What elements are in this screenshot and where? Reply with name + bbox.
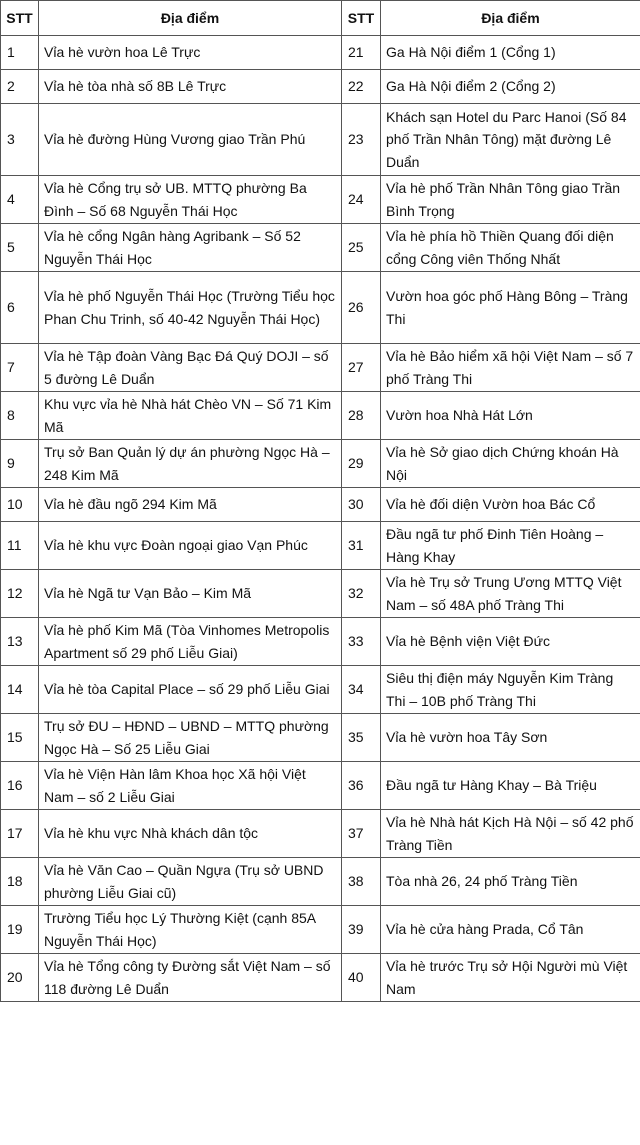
- row-location-right: Đầu ngã tư Hàng Khay – Bà Triệu: [381, 762, 640, 810]
- row-stt-left: 18: [1, 858, 39, 906]
- header-stt-left: STT: [1, 1, 39, 36]
- row-location-left: Vỉa hè đường Hùng Vương giao Trần Phú: [39, 104, 342, 176]
- table-row: [1, 224, 640, 272]
- table-row: [1, 70, 640, 104]
- row-location-left: Trụ sở ĐU – HĐND – UBND – MTTQ phường Ngọc Hà – Số 25 Liễu Giai: [39, 714, 342, 762]
- row-location-right: Vỉa hè Nhà hát Kịch Hà Nội – số 42 phố Tràng Tiền: [381, 810, 640, 858]
- header-location-left: Địa điểm: [39, 1, 342, 36]
- row-location-right: Vỉa hè cửa hàng Prada, Cổ Tân: [381, 906, 640, 954]
- table-row: [1, 392, 640, 440]
- row-location-left: Vỉa hè Ngã tư Vạn Bảo – Kim Mã: [39, 570, 342, 618]
- row-stt-left: 4: [1, 176, 39, 224]
- row-location-left: Vỉa hè phố Nguyễn Thái Học (Trường Tiểu học Phan Chu Trinh, số 40-42 Nguyễn Thái Học): [39, 272, 342, 344]
- table-row: [1, 440, 640, 488]
- row-location-left: Vỉa hè khu vực Nhà khách dân tộc: [39, 810, 342, 858]
- row-stt-right: 29: [342, 440, 381, 488]
- row-location-right: Vỉa hè Trụ sở Trung Ương MTTQ Việt Nam – số 48A phố Tràng Thi: [381, 570, 640, 618]
- table-row: [1, 810, 640, 858]
- header-stt-right: STT: [342, 1, 381, 36]
- row-stt-right: 26: [342, 272, 381, 344]
- row-stt-right: 38: [342, 858, 381, 906]
- row-location-left: Trường Tiểu học Lý Thường Kiệt (cạnh 85A Nguyễn Thái Học): [39, 906, 342, 954]
- row-stt-left: 5: [1, 224, 39, 272]
- row-stt-left: 3: [1, 104, 39, 176]
- row-stt-right: 34: [342, 666, 381, 714]
- row-location-right: Đầu ngã tư phố Đinh Tiên Hoàng – Hàng Khay: [381, 522, 640, 570]
- row-location-right: Tòa nhà 26, 24 phố Tràng Tiền: [381, 858, 640, 906]
- row-location-left: Vỉa hè cổng Ngân hàng Agribank – Số 52 Nguyễn Thái Học: [39, 224, 342, 272]
- row-stt-right: 24: [342, 176, 381, 224]
- row-stt-left: 7: [1, 344, 39, 392]
- row-stt-left: 15: [1, 714, 39, 762]
- row-stt-right: 40: [342, 954, 381, 1002]
- table-row: [1, 666, 640, 714]
- table-row: [1, 522, 640, 570]
- table-row: [1, 858, 640, 906]
- row-location-right: Siêu thị điện máy Nguyễn Kim Tràng Thi – 10B phố Tràng Thi: [381, 666, 640, 714]
- row-location-right: Vỉa hè Sở giao dịch Chứng khoán Hà Nội: [381, 440, 640, 488]
- row-stt-right: 35: [342, 714, 381, 762]
- row-stt-right: 30: [342, 488, 381, 522]
- row-location-left: Vỉa hè đầu ngõ 294 Kim Mã: [39, 488, 342, 522]
- row-location-left: Vỉa hè Tập đoàn Vàng Bạc Đá Quý DOJI – số 5 đường Lê Duẩn: [39, 344, 342, 392]
- table-row: [1, 36, 640, 70]
- row-location-right: Vỉa hè đối diện Vườn hoa Bác Cổ: [381, 488, 640, 522]
- row-location-left: Vỉa hè tòa nhà số 8B Lê Trực: [39, 70, 342, 104]
- table-row: [1, 488, 640, 522]
- table-row: [1, 906, 640, 954]
- row-stt-right: 33: [342, 618, 381, 666]
- row-stt-right: 39: [342, 906, 381, 954]
- row-location-left: Vỉa hè Viện Hàn lâm Khoa học Xã hội Việt Nam – số 2 Liễu Giai: [39, 762, 342, 810]
- row-location-left: Vỉa hè Cổng trụ sở UB. MTTQ phường Ba Đình – Số 68 Nguyễn Thái Học: [39, 176, 342, 224]
- row-location-left: Vỉa hè tòa Capital Place – số 29 phố Liễu Giai: [39, 666, 342, 714]
- table-row: [1, 762, 640, 810]
- row-stt-left: 2: [1, 70, 39, 104]
- row-stt-left: 16: [1, 762, 39, 810]
- row-stt-left: 19: [1, 906, 39, 954]
- row-location-right: Vườn hoa Nhà Hát Lớn: [381, 392, 640, 440]
- row-stt-right: 32: [342, 570, 381, 618]
- row-location-right: Vỉa hè Bảo hiểm xã hội Việt Nam – số 7 phố Tràng Thi: [381, 344, 640, 392]
- table-row: [1, 714, 640, 762]
- table-row: [1, 344, 640, 392]
- row-location-right: Vườn hoa góc phố Hàng Bông – Tràng Thi: [381, 272, 640, 344]
- row-stt-left: 20: [1, 954, 39, 1002]
- row-location-right: Vỉa hè trước Trụ sở Hội Người mù Việt Nam: [381, 954, 640, 1002]
- row-location-right: Vỉa hè phía hồ Thiền Quang đối diện cổng Công viên Thống Nhất: [381, 224, 640, 272]
- row-stt-right: 28: [342, 392, 381, 440]
- row-location-left: Khu vực vỉa hè Nhà hát Chèo VN – Số 71 Kim Mã: [39, 392, 342, 440]
- row-stt-right: 27: [342, 344, 381, 392]
- row-location-left: Trụ sở Ban Quản lý dự án phường Ngọc Hà – 248 Kim Mã: [39, 440, 342, 488]
- row-stt-left: 1: [1, 36, 39, 70]
- table-row: [1, 272, 640, 344]
- row-location-left: Vỉa hè Văn Cao – Quần Ngựa (Trụ sở UBND phường Liễu Giai cũ): [39, 858, 342, 906]
- row-location-right: Ga Hà Nội điểm 2 (Cổng 2): [381, 70, 640, 104]
- header-location-right: Địa điểm: [381, 1, 640, 36]
- table-row: [1, 104, 640, 176]
- row-stt-left: 9: [1, 440, 39, 488]
- row-stt-left: 11: [1, 522, 39, 570]
- table-row: [1, 954, 640, 1002]
- row-location-right: Ga Hà Nội điểm 1 (Cổng 1): [381, 36, 640, 70]
- row-location-left: Vỉa hè khu vực Đoàn ngoại giao Vạn Phúc: [39, 522, 342, 570]
- row-stt-left: 8: [1, 392, 39, 440]
- row-stt-right: 37: [342, 810, 381, 858]
- row-stt-right: 36: [342, 762, 381, 810]
- table-row: [1, 618, 640, 666]
- row-stt-left: 14: [1, 666, 39, 714]
- row-location-right: Vỉa hè Bệnh viện Việt Đức: [381, 618, 640, 666]
- row-location-right: Vỉa hè vườn hoa Tây Sơn: [381, 714, 640, 762]
- table-row: [1, 570, 640, 618]
- row-stt-left: 12: [1, 570, 39, 618]
- row-stt-right: 22: [342, 70, 381, 104]
- row-stt-right: 31: [342, 522, 381, 570]
- row-stt-left: 13: [1, 618, 39, 666]
- row-location-left: Vỉa hè vườn hoa Lê Trực: [39, 36, 342, 70]
- row-stt-right: 23: [342, 104, 381, 176]
- row-location-left: Vỉa hè phố Kim Mã (Tòa Vinhomes Metropolis Apartment số 29 phố Liễu Giai): [39, 618, 342, 666]
- row-stt-right: 25: [342, 224, 381, 272]
- row-stt-left: 10: [1, 488, 39, 522]
- table-row: [1, 176, 640, 224]
- row-location-left: Vỉa hè Tổng công ty Đường sắt Việt Nam – số 118 đường Lê Duẩn: [39, 954, 342, 1002]
- table-body: [1, 36, 640, 1002]
- row-stt-left: 17: [1, 810, 39, 858]
- header-row: [1, 1, 640, 36]
- row-location-right: Vỉa hè phố Trần Nhân Tông giao Trần Bình Trọng: [381, 176, 640, 224]
- row-location-right: Khách sạn Hotel du Parc Hanoi (Số 84 phố Trần Nhân Tông) mặt đường Lê Duẩn: [381, 104, 640, 176]
- row-stt-left: 6: [1, 272, 39, 344]
- row-stt-right: 21: [342, 36, 381, 70]
